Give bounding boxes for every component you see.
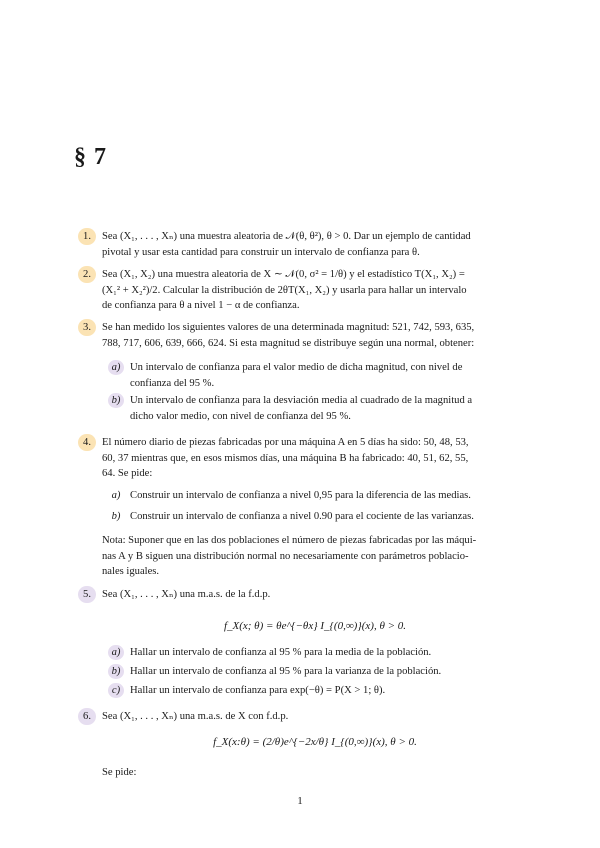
note-line: nales iguales. [102, 566, 160, 578]
problem-line: 60, 37 mientras que, en esos mismos días, una máquina B ha fabricado: 40, 51, 62, 55, [102, 452, 469, 464]
subitem-5c [108, 683, 530, 699]
equation-5: f_X(x; θ) = θe^{−θx} I_{(0,∞)}(x), θ > 0. [223, 620, 407, 632]
problem-line: 64. Se pide: [102, 468, 153, 480]
note-line: Nota: Suponer que en las dos poblaciones el número de piezas fabricadas por las máqui- [102, 535, 477, 546]
problem-line: Sea (X₁, . . . , Xₙ) una muestra aleatoria de 𝒩(θ, θ²), θ > 0. Dar un ejemplo de cantidad [102, 231, 471, 242]
note-line: nas A y B siguen una distribución normal no necesariamente con parámetros poblacio- [102, 550, 469, 562]
subitem-label: c) [108, 683, 124, 698]
problem-line: pivotal y usar esta cantidad para construir un intervalo de confianza para θ. [102, 246, 420, 258]
subitem-line: confianza del 95 %. [130, 377, 215, 389]
problem-line: El número diario de piezas fabricadas por una máquina A en 5 días ha sido: 50, 48, 53, [102, 437, 469, 448]
problem-number: 4. [78, 434, 96, 451]
subitem-line: Hallar un intervalo de confianza al 95 % para la varianza de la población. [130, 666, 442, 677]
problem-line: Sea (X₁, X₂) una muestra aleatoria de X ∼ 𝒩(0, σ² = 1/θ) y el estadístico T(X₁, X₂) = [102, 269, 465, 280]
page-number: 1 [297, 795, 303, 807]
problem-4 [84, 435, 530, 482]
equation-6: f_X(x:θ) = (2/θ)e^{−2x/θ} I_{(0,∞)}(x), θ > 0. [213, 736, 417, 748]
problem-number: 1. [78, 228, 96, 245]
problem-5 [84, 587, 530, 603]
problem-1 [84, 229, 530, 260]
problem-line: Sea (X₁, . . . , Xₙ) una m.a.s. de la f.d.p. [102, 589, 271, 600]
problem-line: Se han medido los siguientes valores de una determinada magnitud: 521, 742, 593, 635, [102, 322, 475, 333]
subitem-line: Un intervalo de confianza para la desviación media al cuadrado de la magnitud a [130, 395, 473, 406]
subitem-4b [108, 509, 530, 525]
section-title: § 7 [74, 144, 107, 170]
subitem-label: b) [111, 511, 121, 522]
subitem-line: Un intervalo de confianza para el valor medio de dicha magnitud, con nivel de [130, 362, 463, 373]
note-4 [102, 533, 530, 580]
subitem-line: dicho valor medio, con nivel de confianza del 95 %. [130, 410, 351, 422]
problem-number: 5. [78, 586, 96, 603]
subitem-label: a) [108, 360, 124, 375]
subitem-label: a) [111, 490, 121, 501]
problem-number: 6. [78, 708, 96, 725]
subitem-4a [108, 488, 530, 504]
problem-line: de confianza para θ a nivel 1 − α de confianza. [102, 300, 300, 312]
problem-number: 2. [78, 266, 96, 283]
problem-number: 3. [78, 319, 96, 336]
subitem-3b [108, 393, 530, 424]
subitem-5a [108, 645, 530, 661]
problem-line: Sea (X₁, . . . , Xₙ) una m.a.s. de X con f.d.p. [102, 711, 289, 722]
problem-2 [84, 267, 530, 314]
subitem-label: b) [108, 664, 124, 679]
followup-text: Se pide: [102, 767, 137, 778]
problem-line: (X₁² + X₂²)/2. Calcular la distribución de 2θT(X₁, X₂) y usarla para hallar un intervalo [102, 284, 467, 296]
subitem-label: a) [108, 645, 124, 660]
subitem-3a [108, 360, 530, 391]
subitem-line: Construir un intervalo de confianza a nivel 0.90 para el cociente de las varianzas. [130, 511, 474, 522]
problem-line: 788, 717, 606, 639, 666, 624. Si esta magnitud se distribuye según una normal, obtener: [102, 337, 475, 349]
subitem-line: Hallar un intervalo de confianza para exp(−θ) = P(X > 1; θ). [130, 685, 386, 696]
problem-6-followup [84, 765, 530, 781]
subitem-label: b) [108, 393, 124, 408]
subitem-5b [108, 664, 530, 680]
subitem-line: Construir un intervalo de confianza a nivel 0,95 para la diferencia de las medias. [130, 490, 471, 501]
subitem-line: Hallar un intervalo de confianza al 95 % para la media de la población. [130, 647, 432, 658]
problem-3 [84, 320, 530, 351]
problem-6 [84, 709, 530, 725]
